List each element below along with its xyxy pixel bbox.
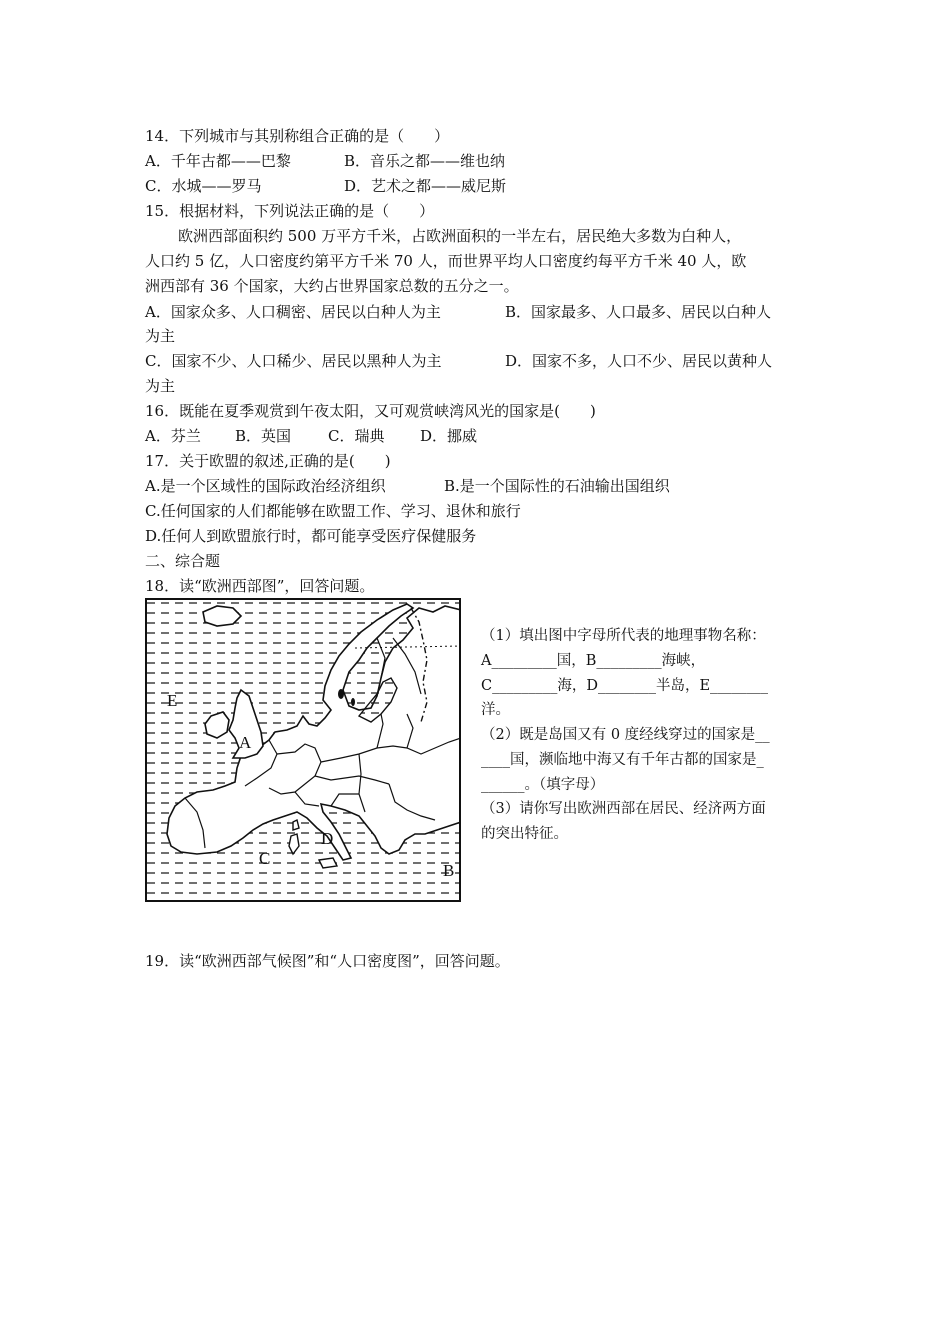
map-label-e: E: [167, 691, 178, 710]
q15-stem: 15．根据材料，下列说法正确的是（ ）: [145, 202, 435, 220]
q14-option-d: D．艺术之都——威尼斯: [344, 177, 507, 195]
q14-option-c: C．水城——罗马: [145, 177, 262, 195]
q15-material-line-2: 人口约 5 亿，人口密度约第平方千米 70 人，而世界平均人口密度约每平方千米 40 人，欧: [145, 252, 747, 270]
q17-option-c: C.任何国家的人们都能够在欧盟工作、学习、退休和旅行: [145, 502, 521, 520]
lake-vanern: [338, 689, 344, 699]
q15-material-line-3: 洲西部有 36 个国家，大约占世界国家总数的五分之一。: [145, 277, 519, 295]
q18-part3-line-2: 的突出特征。: [481, 826, 568, 842]
sicily-island: [319, 858, 337, 868]
q14-option-b: B．音乐之都——维也纳: [344, 152, 506, 170]
map-label-c: C: [259, 849, 271, 868]
q16-option-a: A．芬兰: [145, 427, 201, 445]
q17-option-a: A.是一个区域性的国际政治经济组织: [145, 477, 386, 495]
q16-option-c: C．瑞典: [328, 427, 385, 445]
q18-part1-line-1: （1）填出图中字母所代表的地理事物名称：: [481, 628, 766, 644]
western-europe-map: [145, 598, 461, 902]
q18-part2-line-2: ____国，濒临地中海又有千年古都的国家是_: [481, 752, 764, 768]
lake-vattern: [351, 698, 355, 706]
q16-stem: 16．既能在夏季观赏到午夜太阳，又可观赏峡湾风光的国家是( ): [145, 402, 596, 420]
q15-option-d: D．国家不多，人口不少、居民以黄种人: [505, 352, 773, 370]
map-svg: [145, 598, 461, 902]
q14-stem: 14．下列城市与其别称组合正确的是（ ）: [145, 127, 450, 145]
q17-option-d: D.任何人到欧盟旅行时，都可能享受医疗保健服务: [145, 527, 477, 545]
q18-part2-line-1: （2）既是岛国又有 0 度经线穿过的国家是__: [481, 727, 770, 743]
q18-part2-line-3: ______。（填字母）: [481, 777, 605, 793]
q16-option-b: B．英国: [235, 427, 292, 445]
q18-part1-line-4: 洋。: [481, 702, 510, 718]
q17-stem: 17．关于欧盟的叙述,正确的是( ): [145, 452, 391, 470]
map-label-a: A: [239, 733, 252, 752]
q15-option-a: A．国家众多、人口稠密、居民以白种人为主: [145, 303, 441, 321]
q15-material-line-1: 欧洲西部面积约 500 万平方千米，占欧洲面积的一半左右，居民绝大多数为白种人，: [178, 227, 742, 245]
q15-option-d-continued: 为主: [145, 377, 176, 395]
q16-option-d: D．挪威: [420, 427, 478, 445]
map-label-d: D: [321, 829, 334, 848]
q18-part1-line-3: C_________海，D________半岛，E________: [481, 678, 769, 694]
q19-stem: 19．读“欧洲西部气候图”和“人口密度图”，回答问题。: [145, 952, 510, 970]
q15-option-c: C．国家不少、人口稀少、居民以黑种人为主: [145, 352, 442, 370]
section-heading: 二、综合题: [145, 552, 221, 570]
q17-option-b: B.是一个国际性的石油输出国组织: [444, 477, 670, 495]
q18-stem: 18．读“欧洲西部图”，回答问题。: [145, 577, 375, 595]
q18-part3-line-1: （3）请你写出欧洲西部在居民、经济两方面: [481, 801, 766, 817]
map-label-b: B: [443, 861, 455, 880]
q15-option-b: B．国家最多、人口最多、居民以白种人: [505, 303, 772, 321]
q18-part1-line-2: A_________国，B_________海峡，: [481, 653, 706, 669]
q15-option-b-continued: 为主: [145, 327, 176, 345]
q14-option-a: A．千年古都——巴黎: [145, 152, 291, 170]
